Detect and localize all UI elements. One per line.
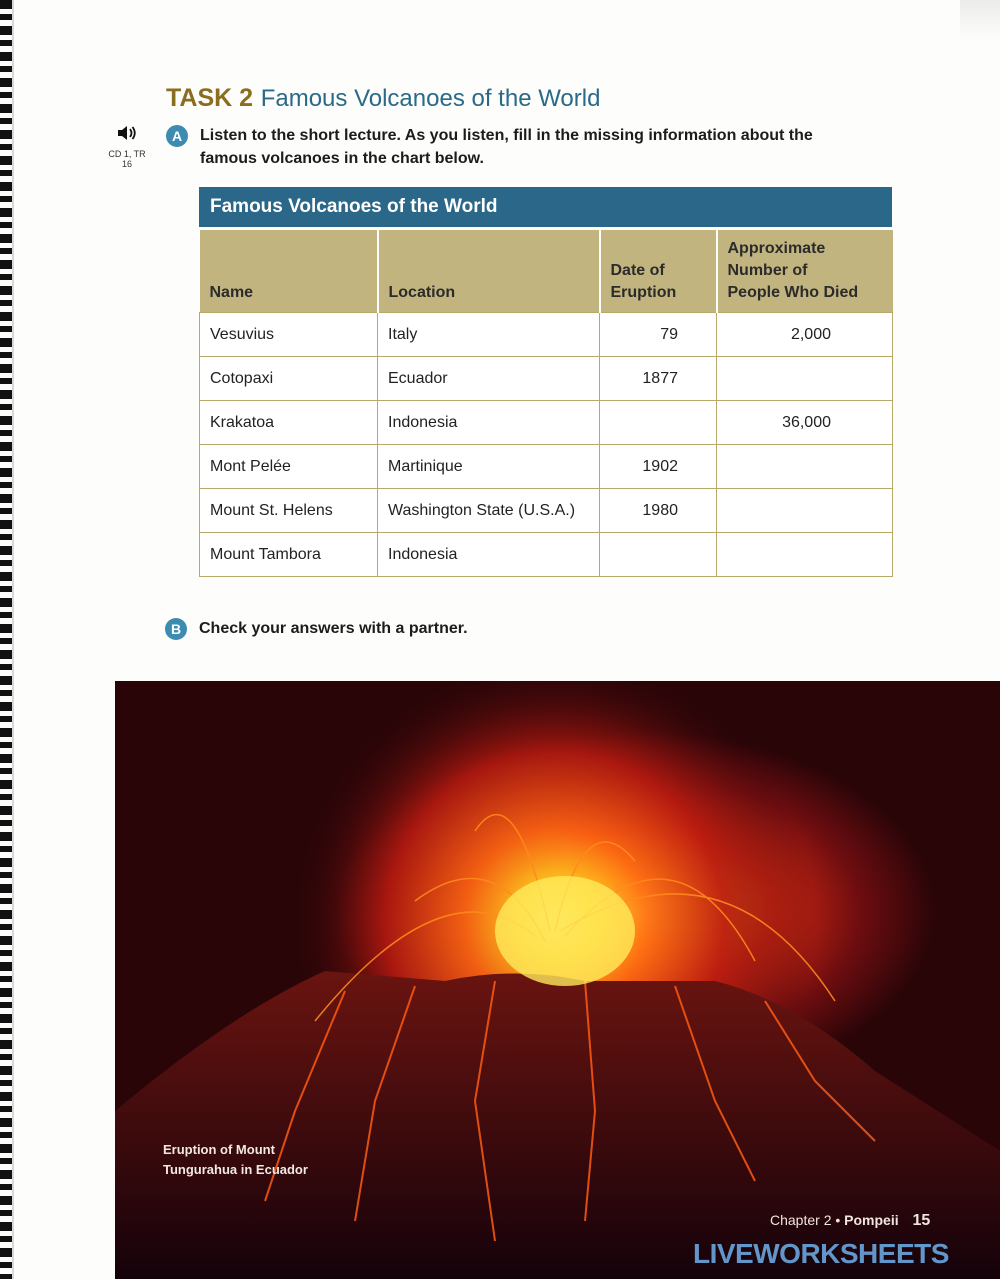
- table-row: [200, 445, 893, 489]
- table-row: [200, 401, 893, 445]
- page-footer: [770, 1212, 930, 1230]
- cell-name: Vesuvius: [200, 313, 378, 357]
- part-a-instruction: [200, 124, 813, 170]
- audio-track-label: CD 1, TR 16: [108, 149, 146, 169]
- cell-name: Krakatoa: [200, 401, 378, 445]
- part-a-line-1: Listen to the short lecture. As you listen, fill in the missing information about the: [200, 127, 813, 144]
- header-date-line-2: Eruption: [610, 284, 677, 301]
- cell-location: Indonesia: [378, 401, 600, 445]
- caption-line-1: Eruption of Mount: [163, 1142, 275, 1157]
- header-date: [600, 230, 717, 313]
- cell-name: Mount St. Helens: [200, 489, 378, 533]
- header-deaths-line-3: People Who Died: [727, 284, 859, 301]
- task-heading: [166, 84, 600, 113]
- speaker-icon[interactable]: [104, 124, 150, 147]
- cell-location: Italy: [378, 313, 600, 357]
- photo-caption: [163, 1140, 308, 1180]
- cell-name: Mont Pelée: [200, 445, 378, 489]
- chapter-name: Pompeii: [844, 1212, 899, 1228]
- cell-date: 1877: [600, 357, 717, 401]
- part-b-instruction: Check your answers with a partner.: [199, 620, 468, 637]
- volcano-grid: [199, 230, 893, 577]
- cell-name: Mount Tambora: [200, 533, 378, 577]
- chapter-label: Chapter 2 •: [770, 1212, 841, 1228]
- cell-deaths-blank[interactable]: [717, 445, 893, 489]
- task-label: TASK 2: [166, 84, 254, 112]
- eruption-illustration: [115, 681, 1000, 1279]
- caption-line-2: Tungurahua in Ecuador: [163, 1162, 308, 1177]
- table-header-row: [200, 230, 893, 313]
- header-location: Location: [378, 230, 600, 313]
- volcano-table: [199, 187, 892, 577]
- task-title: Famous Volcanoes of the World: [260, 85, 601, 112]
- page-number: 15: [912, 1212, 931, 1229]
- table-row: [200, 489, 893, 533]
- cell-deaths-blank[interactable]: [717, 489, 893, 533]
- cell-date: 79: [600, 313, 717, 357]
- liveworksheets-watermark: LIVEWORKSHEETS: [693, 1238, 949, 1269]
- volcano-photo: [115, 681, 1000, 1279]
- page-binding: [0, 0, 12, 1279]
- part-a-line-2: famous volcanoes in the chart below.: [200, 150, 484, 167]
- cell-location: Martinique: [378, 445, 600, 489]
- table-title: Famous Volcanoes of the World: [199, 187, 892, 230]
- cell-location: Indonesia: [378, 533, 600, 577]
- cell-location: Washington State (U.S.A.): [378, 489, 600, 533]
- cell-name: Cotopaxi: [200, 357, 378, 401]
- cell-date-blank[interactable]: [600, 533, 717, 577]
- header-deaths-line-1: Approximate: [727, 240, 826, 257]
- cell-date: 1980: [600, 489, 717, 533]
- table-row: [200, 313, 893, 357]
- cell-deaths-blank[interactable]: [717, 357, 893, 401]
- cell-date-blank[interactable]: [600, 401, 717, 445]
- binding-shadow: [12, 0, 14, 1279]
- header-deaths-line-2: Number of: [727, 262, 808, 279]
- table-row: [200, 533, 893, 577]
- header-date-line-1: Date of: [610, 262, 665, 279]
- audio-track[interactable]: [104, 124, 150, 169]
- cell-location: Ecuador: [378, 357, 600, 401]
- cell-deaths: 36,000: [717, 401, 893, 445]
- page-edge-shadow: [960, 0, 1000, 40]
- cell-deaths-blank[interactable]: [717, 533, 893, 577]
- cell-deaths: 2,000: [717, 313, 893, 357]
- cell-date: 1902: [600, 445, 717, 489]
- header-deaths: [717, 230, 893, 313]
- table-row: [200, 357, 893, 401]
- part-b-badge: B: [165, 618, 187, 640]
- header-name: Name: [200, 230, 378, 313]
- part-a-badge: A: [166, 125, 188, 147]
